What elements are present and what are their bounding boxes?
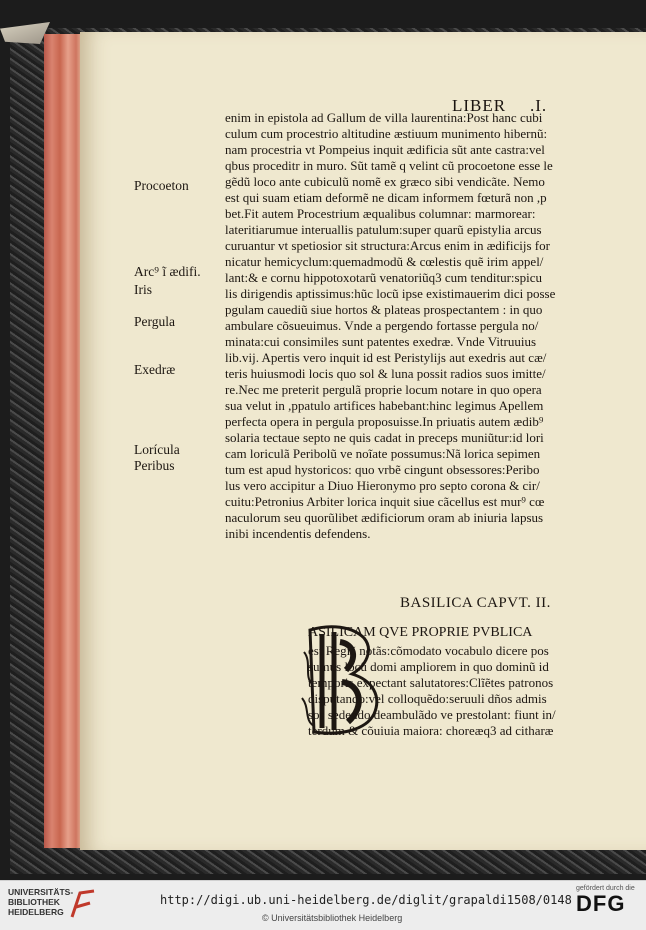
text-line: nam procestria vt Pompeius inquit ædificia sũt ante castra:vel — [225, 142, 545, 157]
text-line: re.Nec me preterit pergulã proprie locum notare in quo opera — [225, 382, 542, 397]
text-line: curuantur vt spetiosior sit structura:Arcus enim in ædificijs for — [225, 238, 550, 253]
text-line: ASILICAM QVE PROPRIE PVBLICA — [308, 625, 533, 640]
text-line: temporis expectant salutatores:Clĩẽtes patronos — [308, 675, 554, 690]
chapter-heading: BASILICA CAPVT. II. — [400, 595, 551, 611]
book-page — [80, 32, 646, 850]
text-line: lateritiarumue interuallis patulum:super quarũ epistylia arcus — [225, 222, 542, 237]
text-line: est qui suam etiam deformẽ ne dicam informem fœturã non ,p — [225, 190, 547, 205]
text-line: culum cum procestrio altitudine æstiuum munimento hibernũ: — [225, 126, 548, 141]
margin-note: Procoeton — [134, 178, 189, 193]
text-line: qbus proceditr in muro. Sũt tamẽ q velint cũ procoetone esse le — [225, 158, 553, 173]
text-line: ambulare cõsueuimus. Vnde a pergendo fortasse pergula no/ — [225, 318, 539, 333]
dfg-caption: gefördert durch die — [576, 885, 635, 892]
margin-note: Lorícula — [134, 442, 180, 457]
text-line: cam loriculã Peribolũ ve noĩate possumus:Nã lorica sepimen — [225, 446, 541, 461]
margin-note: Peribus — [134, 458, 175, 473]
dfg-logo[interactable] — [576, 885, 635, 916]
margin-note: Arc⁹ ĩ ædifi. — [134, 264, 201, 279]
text-line: cuitu:Petronius Arbiter lorica inquit siue cãcellus est mur⁹ cœ — [225, 494, 545, 509]
text-line: lis dirigendis aptissimus:hũc locũ ipse existimauerim dici posse — [225, 286, 556, 301]
text-line: perfecta opera in pergula proposuisse.In priuatis autem ædib⁹ — [225, 414, 544, 429]
text-line: bet.Fit autem Procestrium æqualibus columnar: marmorear: — [225, 206, 536, 221]
text-line: terdum & cõuiuia maiora: choreæq3 ad citharæ — [308, 723, 554, 738]
text-line: tum est apud hystoricos: quo vrbẽ cingunt obsessores:Peribo — [225, 462, 540, 477]
text-line: disputando:vel colloquẽdo:seruuli dños admis — [308, 691, 547, 706]
text-line: gẽdũ loco ante cubiculũ nomẽ ex græco sibi vendicãte. Nemo — [225, 174, 545, 189]
margin-note: Pergula — [134, 314, 175, 329]
text-line: naculorum seu quorũlibet ædificiorum oram ab iniuria lapsus — [225, 510, 544, 525]
margin-note: Exedræ — [134, 362, 176, 377]
text-line: nicatur hemicyclum:quemadmodũ & cœlestis quẽ irim appel/ — [225, 254, 544, 269]
text-line: solaria tectaue septo ne quis cadat in preceps muniũtur:id lori — [225, 430, 544, 445]
text-line: lib.vij. Apertis vero inquit id est Peristylijs aut exedris aut cæ/ — [225, 350, 547, 365]
red-page-edge — [44, 34, 84, 848]
copyright-notice: © Universitätsbibliothek Heidelberg — [262, 913, 403, 923]
text-line: minata:cui consimiles sunt patentes exedræ. Vnde Vitruuius — [225, 334, 537, 349]
page-signature: .I. — [530, 96, 548, 115]
library-logo[interactable] — [8, 887, 73, 917]
text-line: lus vero accipitur a Diuo Hieronymo pro septo corona & cir/ — [225, 478, 540, 493]
text-line: sumus locũ domi ampliorem in quo dominũ id — [308, 659, 549, 674]
text-line: sos sedendo deambulãdo ve prestolant: fiunt in/ — [308, 707, 556, 722]
text-line: lant:& e cornu hippotoxotarũ venatoriũq3 cum tenditur:spicu — [225, 270, 542, 285]
margin-note: Iris — [134, 282, 152, 297]
permalink-url[interactable]: http://digi.ub.uni-heidelberg.de/diglit/grapaldi1508/0148 — [160, 893, 572, 907]
dfg-wordmark: DFG — [576, 891, 626, 916]
text-line: sua velut in ,ppatulo artifices habebant:hinc legimus Apellem — [225, 398, 544, 413]
running-title: LIBER — [452, 96, 507, 115]
text-line: teris huiusmodi locis quo sol & luna possit radios suos imitte/ — [225, 366, 546, 381]
text-line: est Regiã notãs:cõmodato vocabulo dicere pos — [308, 643, 549, 658]
text-line: enim in epistola ad Gallum de villa laurentina:Post hanc cubi — [225, 110, 543, 125]
viewer-footer — [0, 880, 646, 930]
library-name: UNIVERSITÄTS- BIBLIOTHEK HEIDELBERG — [8, 887, 74, 917]
text-line: pgulam cauediũ siue hortos & plateas prospectantem : in quo — [225, 302, 543, 317]
text-line: inibi incendentis defendens. — [225, 526, 371, 541]
library-emblem-icon — [70, 889, 96, 919]
